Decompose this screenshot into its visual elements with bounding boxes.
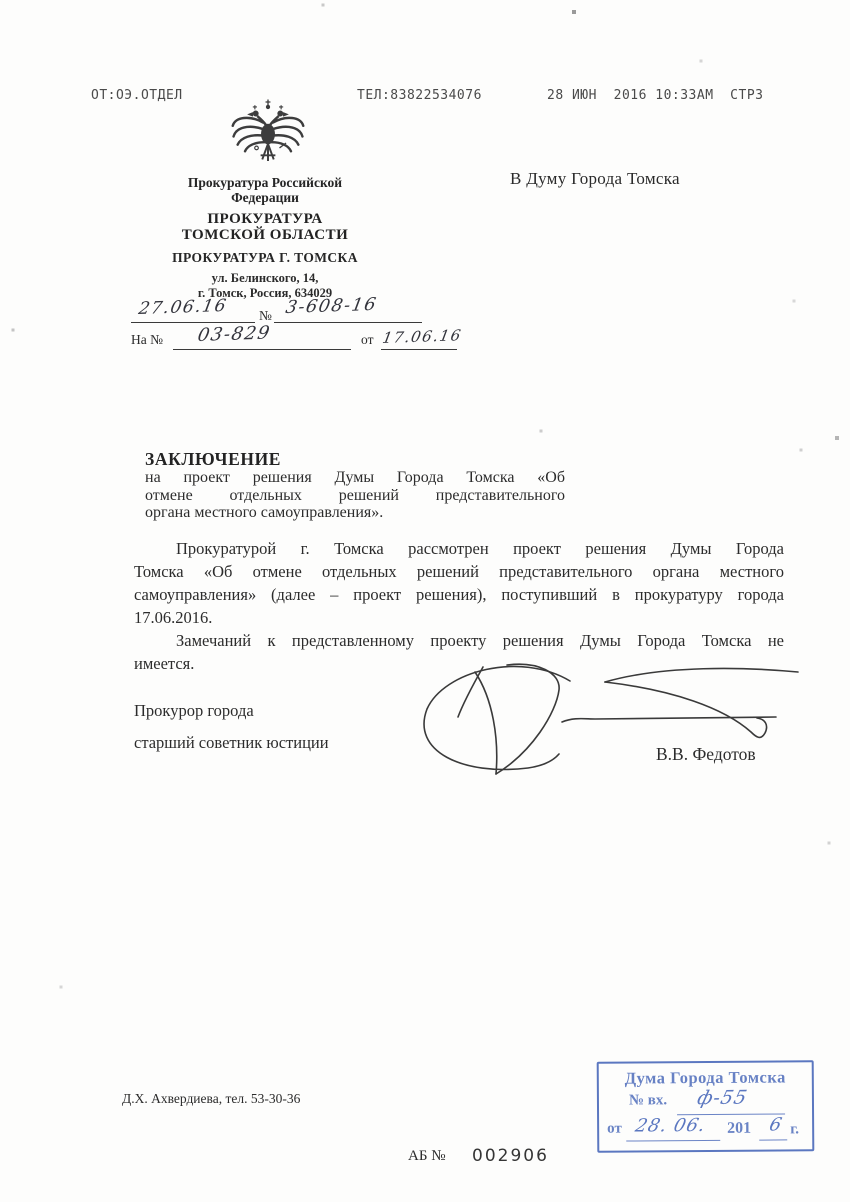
fax-datetime: 28 ИЮН 2016 10:33AM СТР3 xyxy=(547,88,764,103)
subtitle-line: отмене отдельных решений представительного xyxy=(145,486,565,504)
stamp-date-label: от xyxy=(607,1120,622,1137)
russia-coat-of-arms-icon xyxy=(227,97,309,171)
letterhead-region-line2: ТОМСКОЙ ОБЛАСТИ xyxy=(181,227,349,243)
incoming-stamp xyxy=(597,1060,815,1153)
ref-number-handwritten: 3-608-16 xyxy=(284,294,379,318)
document-subtitle xyxy=(145,469,565,522)
signoff-name: В.В. Федотов xyxy=(656,744,756,764)
recipient: В Думу Города Томска xyxy=(510,169,680,188)
body-line: Замечаний к представленному проекту решения Думы Города Томска не xyxy=(176,631,784,650)
letterhead-region-line1: ПРОКУРАТУРА xyxy=(207,211,323,227)
ref-date-handwritten: 27.06.16 xyxy=(137,295,229,319)
stamp-year-printed: 201 xyxy=(727,1119,752,1137)
fax-from: ОТ:ОЭ.ОТДЕЛ xyxy=(91,88,183,103)
body-paragraph-1 xyxy=(134,537,784,629)
letterhead-federation-line2: Федерации xyxy=(231,190,299,205)
letterhead-federation xyxy=(128,175,402,205)
stamp-incoming-number-handwritten: ф-55 xyxy=(695,1086,750,1110)
body-line: самоуправления» (далее – проект решения), поступивший в прокуратуру города xyxy=(134,585,784,604)
stamp-date-handwritten: 28. 06. xyxy=(633,1114,709,1137)
ref-reply-date-blank-line xyxy=(381,348,457,350)
body-line: Прокуратурой г. Томска рассмотрен проект решения Думы Города xyxy=(176,539,784,558)
letterhead-address-line2: г. Томск, Россия, 634029 xyxy=(197,286,333,300)
stamp-org-name: Дума Города Томска xyxy=(624,1067,786,1088)
scan-noise xyxy=(0,0,2,2)
subtitle-line: на проект решения Думы Города Томска «Об xyxy=(145,469,565,486)
body-line: 17.06.2016. xyxy=(134,608,213,627)
ref-number-label: № xyxy=(259,308,272,323)
signoff-position-line2: старший советник юстиции xyxy=(134,733,329,752)
ref-number-blank-line xyxy=(274,321,422,323)
stamp-year-suffix: г. xyxy=(790,1121,800,1138)
subtitle-line: органа местного самоуправления». xyxy=(145,504,384,521)
letterhead-city: ПРОКУРАТУРА Г. ТОМСКА xyxy=(172,250,358,265)
body-line: Томска «Об отмене отдельных решений представительного органа местного xyxy=(134,562,784,581)
executor-contact: Д.Х. Ахвердиева, тел. 53-30-36 xyxy=(122,1091,301,1106)
ref-reply-number-handwritten: 03-829 xyxy=(196,322,273,346)
stamp-incoming-label: № вх. xyxy=(628,1092,668,1109)
ref-date-blank-line xyxy=(131,321,255,323)
stamp-date-blank-line xyxy=(626,1139,720,1142)
ref-reply-blank-line xyxy=(173,348,351,350)
signoff-position-line1: Прокурор города xyxy=(134,701,254,720)
document-title: ЗАКЛЮЧЕНИЕ xyxy=(145,449,282,469)
stamp-year-handwritten: 6 xyxy=(767,1114,785,1136)
body-line: имеется. xyxy=(134,654,195,673)
ref-reply-date-handwritten: 17.06.16 xyxy=(381,326,464,347)
stamp-year-blank-line xyxy=(759,1138,787,1140)
ref-reply-label: На № xyxy=(131,332,163,347)
letterhead-address-line1: ул. Белинского, 14, xyxy=(211,271,319,285)
form-series-number: 002906 xyxy=(472,1146,549,1166)
fax-tel: ТЕЛ:83822534076 xyxy=(357,88,482,103)
form-series-label: АБ № xyxy=(408,1148,446,1164)
letterhead-federation-line1: Прокуратура Российской xyxy=(187,175,343,190)
ref-from-label: от xyxy=(361,332,374,347)
letterhead-region xyxy=(128,211,402,243)
